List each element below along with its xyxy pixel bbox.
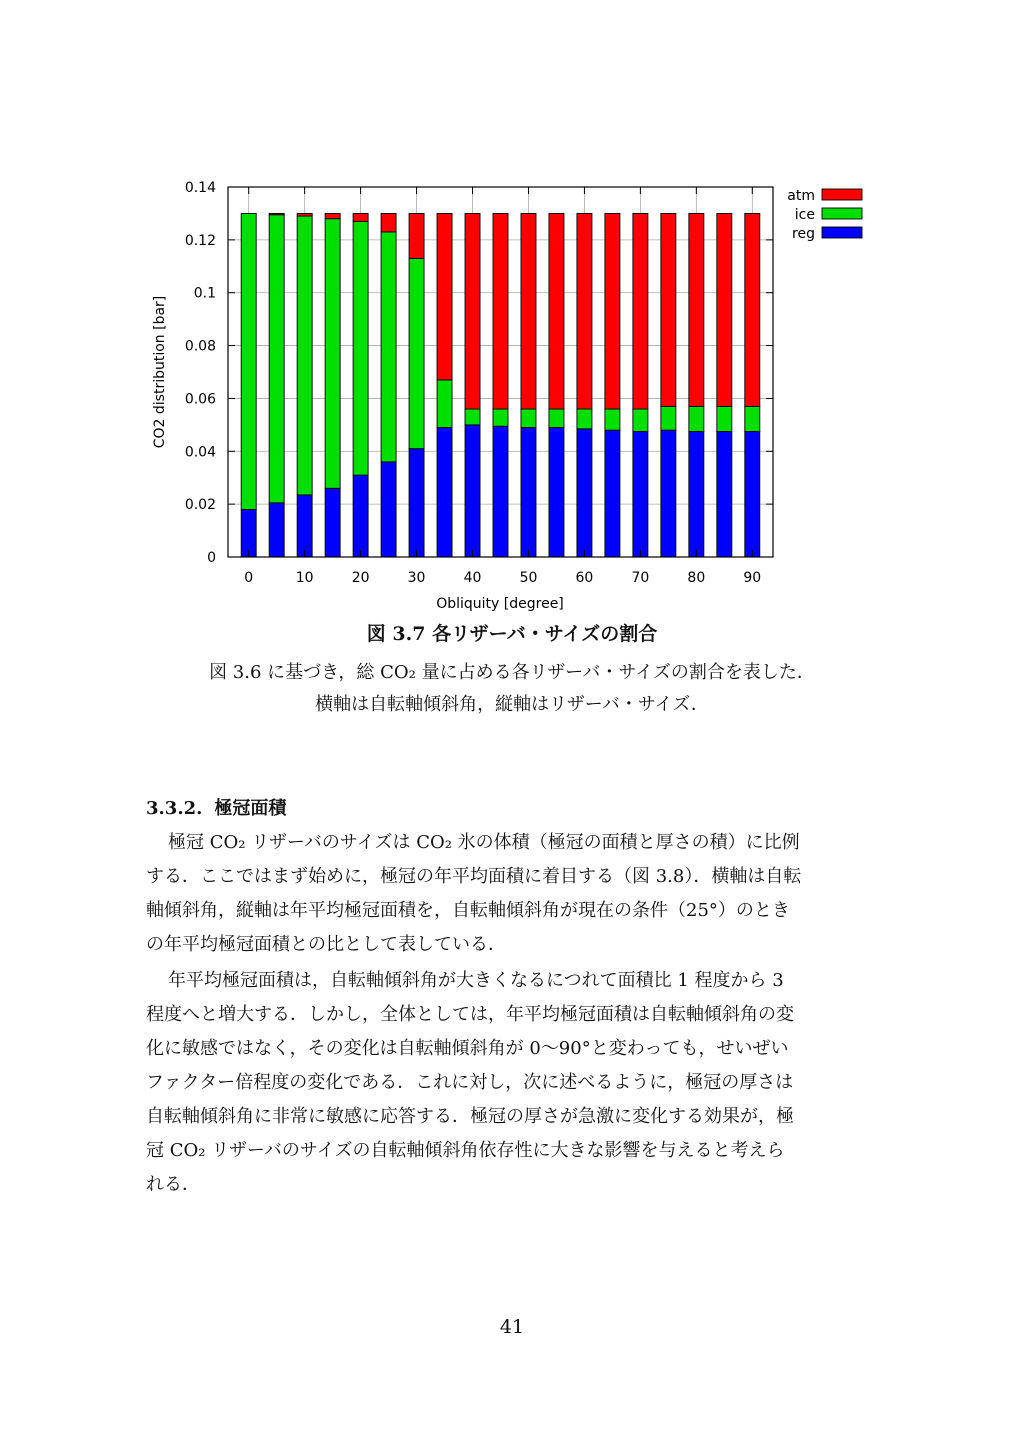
bar-reg <box>633 431 648 557</box>
x-tick-label: 60 <box>575 570 594 586</box>
paragraph-line: ファクター倍程度の変化である．これに対し，次に述べるように，極冠の厚さは <box>146 1072 794 1093</box>
bar-reg <box>493 426 508 557</box>
bar-ice <box>661 406 676 430</box>
bar-ice <box>241 213 256 509</box>
bar-reg <box>381 462 396 557</box>
x-tick-label: 30 <box>407 570 426 586</box>
bar-atm <box>661 213 676 406</box>
y-tick-label: 0.1 <box>193 285 216 302</box>
bar-ice <box>633 409 648 431</box>
bar-atm <box>605 213 620 409</box>
bar-atm <box>465 213 480 409</box>
x-tick-label: 90 <box>743 570 762 586</box>
bar-atm <box>381 213 396 232</box>
page-number: 41 <box>499 1316 525 1338</box>
x-tick-label: 80 <box>687 570 706 586</box>
bar-ice <box>437 380 452 428</box>
figure-title: 図 3.7 各リザーバ・サイズの割合 <box>366 623 658 645</box>
x-tick-label: 10 <box>295 570 314 586</box>
bar-ice <box>493 409 508 426</box>
paragraph-line: れる． <box>146 1174 200 1195</box>
paragraph-2 <box>146 964 878 1202</box>
y-tick-label: 0.08 <box>184 338 216 355</box>
figure-caption-line-1: 図 3.6 に基づき，総 CO₂ 量に占める各リザーバ・サイズの割合を表した． <box>209 662 815 683</box>
bar-reg <box>297 495 312 557</box>
bar-atm <box>577 213 592 409</box>
co2-distribution-chart <box>140 170 880 620</box>
bar-ice <box>717 406 732 431</box>
bar-reg <box>409 449 424 557</box>
paragraph-line: 年平均極冠面積は，自転軸傾斜角が大きくなるにつれて面積比 1 程度から 3 <box>168 970 784 991</box>
legend <box>787 188 862 242</box>
paragraph-line: 軸傾斜角，縦軸は年平均極冠面積を，自転軸傾斜角が現在の条件（25°）のとき <box>146 900 790 921</box>
bar-reg <box>577 429 592 557</box>
paragraph-1 <box>146 826 878 962</box>
x-tick-label: 50 <box>519 570 538 586</box>
bar-ice <box>381 232 396 462</box>
bar-atm <box>325 213 340 218</box>
bar-atm <box>633 213 648 409</box>
bar-reg <box>437 428 452 558</box>
bar-atm <box>521 213 536 409</box>
bar-atm <box>353 213 368 221</box>
paragraph-line: 冠 CO₂ リザーバのサイズの自転軸傾斜角依存性に大きな影響を与えると考えら <box>146 1140 785 1161</box>
bar-reg <box>353 475 368 557</box>
legend-label: atm <box>787 188 815 204</box>
figure-caption-line-2: 横軸は自転軸傾斜角，縦軸はリザーバ・サイズ． <box>315 694 709 715</box>
bar-ice <box>577 409 592 429</box>
bar-group <box>241 213 760 557</box>
bar-reg <box>689 431 704 557</box>
bar-atm <box>745 213 760 406</box>
y-axis-label: CO2 distribution [bar] <box>152 295 168 449</box>
bar-atm <box>493 213 508 409</box>
legend-swatch <box>822 208 862 219</box>
paragraph-line: 化に敏感ではなく，その変化は自転軸傾斜角が 0〜90°と変わっても，せいぜい <box>146 1038 789 1059</box>
bar-reg <box>241 509 256 557</box>
bar-reg <box>717 431 732 557</box>
bar-ice <box>269 215 284 503</box>
paragraph-line: 自転軸傾斜角に非常に敏感に応答する．極冠の厚さが急激に変化する効果が，極 <box>146 1106 794 1127</box>
x-tick-label: 0 <box>244 570 254 586</box>
bar-reg <box>465 425 480 557</box>
paragraph-line: する．ここではまず始めに，極冠の年平均面積に着目する（図 3.8）．横軸は自転 <box>146 866 802 887</box>
x-axis-label: Obliquity [degree] <box>436 596 564 612</box>
y-tick-label: 0.12 <box>184 232 216 249</box>
bar-reg <box>745 431 760 557</box>
bar-reg <box>605 430 620 557</box>
bar-ice <box>745 406 760 431</box>
bar-ice <box>297 216 312 495</box>
section-number: 3.3.2. <box>146 798 203 819</box>
bar-atm <box>297 213 312 216</box>
section-heading <box>146 794 286 820</box>
y-tick-label: 0.02 <box>184 497 216 514</box>
bar-atm <box>409 213 424 258</box>
bar-reg <box>549 428 564 558</box>
paragraph-line: 程度へと増大する．しかし，全体としては，年平均極冠面積は自転軸傾斜角の変 <box>146 1004 794 1025</box>
paragraph-line: 極冠 CO₂ リザーバのサイズは CO₂ 氷の体積（極冠の面積と厚さの積）に比例 <box>168 832 800 853</box>
bar-atm <box>269 213 284 214</box>
y-tick-label: 0.14 <box>184 180 216 196</box>
y-tick-label: 0.06 <box>184 391 216 408</box>
y-tick-label: 0.04 <box>184 444 216 461</box>
bar-ice <box>605 409 620 430</box>
bar-reg <box>269 503 284 557</box>
bar-atm <box>689 213 704 406</box>
bar-ice <box>353 221 368 475</box>
bar-ice <box>521 409 536 428</box>
legend-swatch <box>822 227 862 238</box>
bar-ice <box>549 409 564 428</box>
bar-ice <box>689 406 704 431</box>
y-tick-label: 0 <box>207 550 216 566</box>
legend-label: reg <box>792 226 815 242</box>
legend-label: ice <box>794 207 815 223</box>
legend-swatch <box>822 189 862 200</box>
bar-atm <box>549 213 564 409</box>
bar-ice <box>325 219 340 489</box>
x-tick-label: 20 <box>351 570 370 586</box>
paragraph-line: の年平均極冠面積との比として表している． <box>146 934 506 955</box>
bar-ice <box>465 409 480 425</box>
bar-reg <box>325 488 340 557</box>
x-tick-label: 70 <box>631 570 650 586</box>
section-title: 極冠面積 <box>214 798 287 819</box>
bar-reg <box>661 430 676 557</box>
bar-ice <box>409 258 424 448</box>
bar-atm <box>717 213 732 406</box>
bar-atm <box>437 213 452 380</box>
bar-reg <box>521 428 536 558</box>
x-tick-label: 40 <box>463 570 482 586</box>
